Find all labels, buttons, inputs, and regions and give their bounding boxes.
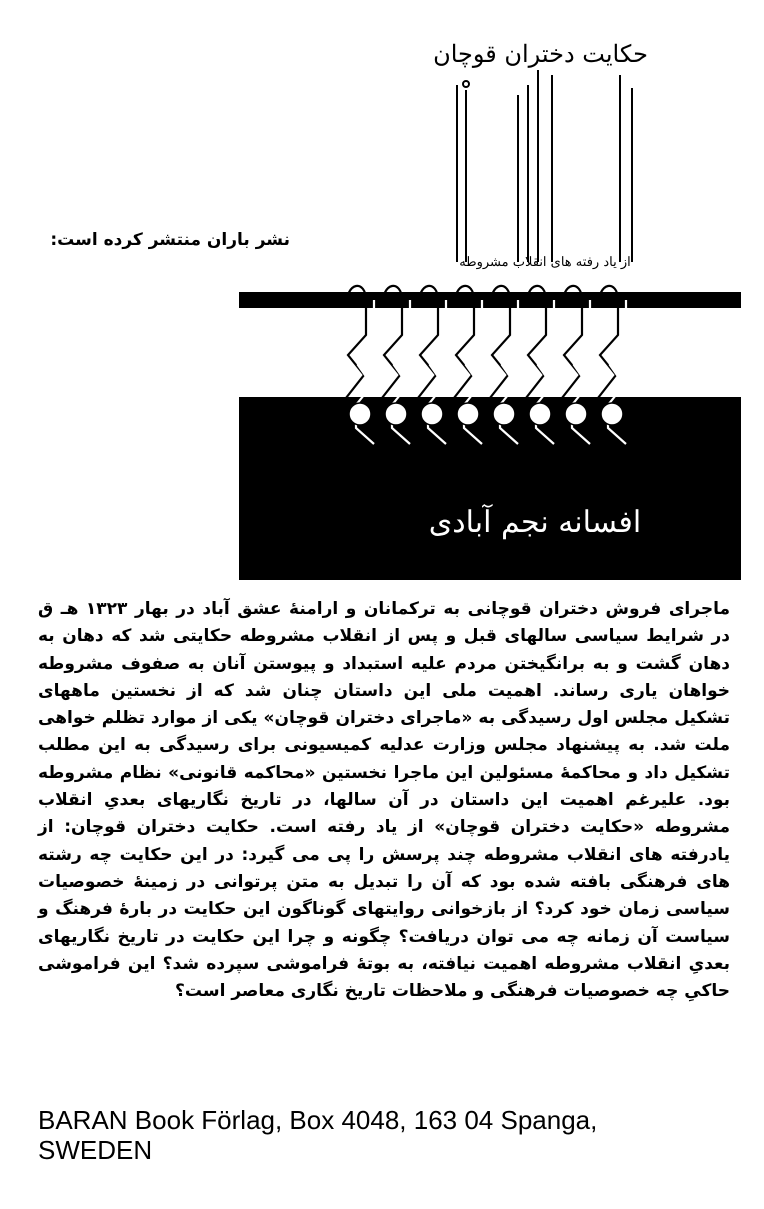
cover-title: حکایت دختران قوچان <box>433 40 648 68</box>
author-name: افسانه نجم آبادی <box>428 505 642 540</box>
threads <box>457 70 632 262</box>
book-description: ماجرای فروش دختران قوچانی به ترکمانان و ارامنهٔ عشق آباد در بهار ۱۳۲۳ هـ ق در شرایط سیاسی سالهای قبل و پس از انقلاب مشروطه حکایتی شد که دهان به دهان گشت و به برانگیختن مردم علیه استبداد و پیوستن آنان به صفوف مشروطه خواهان یاری رساند. اهمیت ملی این داستان چنان شد که از نخستین ماههای تشکیل مجلس اول رسیدگی به «ماجرای دختران قوچان» یکی از موارد تظلم خواهی ملت شد. به پیشنهاد مجلس وزارت عدلیه کمیسیونی برای رسیدگی به این مطلب تشکیل داد و محاکمهٔ مسئولین این ماجرا نخستین «محاکمه قانونی» نظام مشروطه بود. علیرغم اهمیت این داستان در آن سالها، در تاریخ نگاریهای بعدیِ انقلاب مشروطه «حکایت دختران قوچان» از یاد رفته است. حکایت دختران قوچان: از یادرفته های انقلاب مشروطه چند پرسش را پی می گیرد: در این حکایت چه رشته های فرهنگی بافته شده بود که آن را تبدیل به متن پرتوانی در زمینهٔ خصوصیات سیاسی زمان خود کرد؟ از بازخوانی روایتهای گوناگون این حکایت در بارهٔ فرهنگ و سیاست آن زمانه چه می توان دریافت؟ چگونه و چرا این حکایت در تاریخ نگاریهای بعدیِ انقلاب مشروطه اهمیت نیافته، به بوتهٔ فراموشی سپرده شد؟ این فراموشی حاکیِ چه خصوصیات فرهنگی و ملاحظات تاریخ نگاری معاصر است؟ <box>38 599 730 1002</box>
publisher-note: نشر باران منتشر کرده است: <box>50 230 290 250</box>
address-line-2: SWEDEN <box>38 1135 153 1165</box>
publisher-address <box>38 1105 738 1165</box>
address-line-1: BARAN Book Förlag, Box 4048, 163 04 Spanga, <box>38 1105 598 1135</box>
cover-subtitle: از یاد رفته های انقلاب مشروطه <box>459 255 631 270</box>
